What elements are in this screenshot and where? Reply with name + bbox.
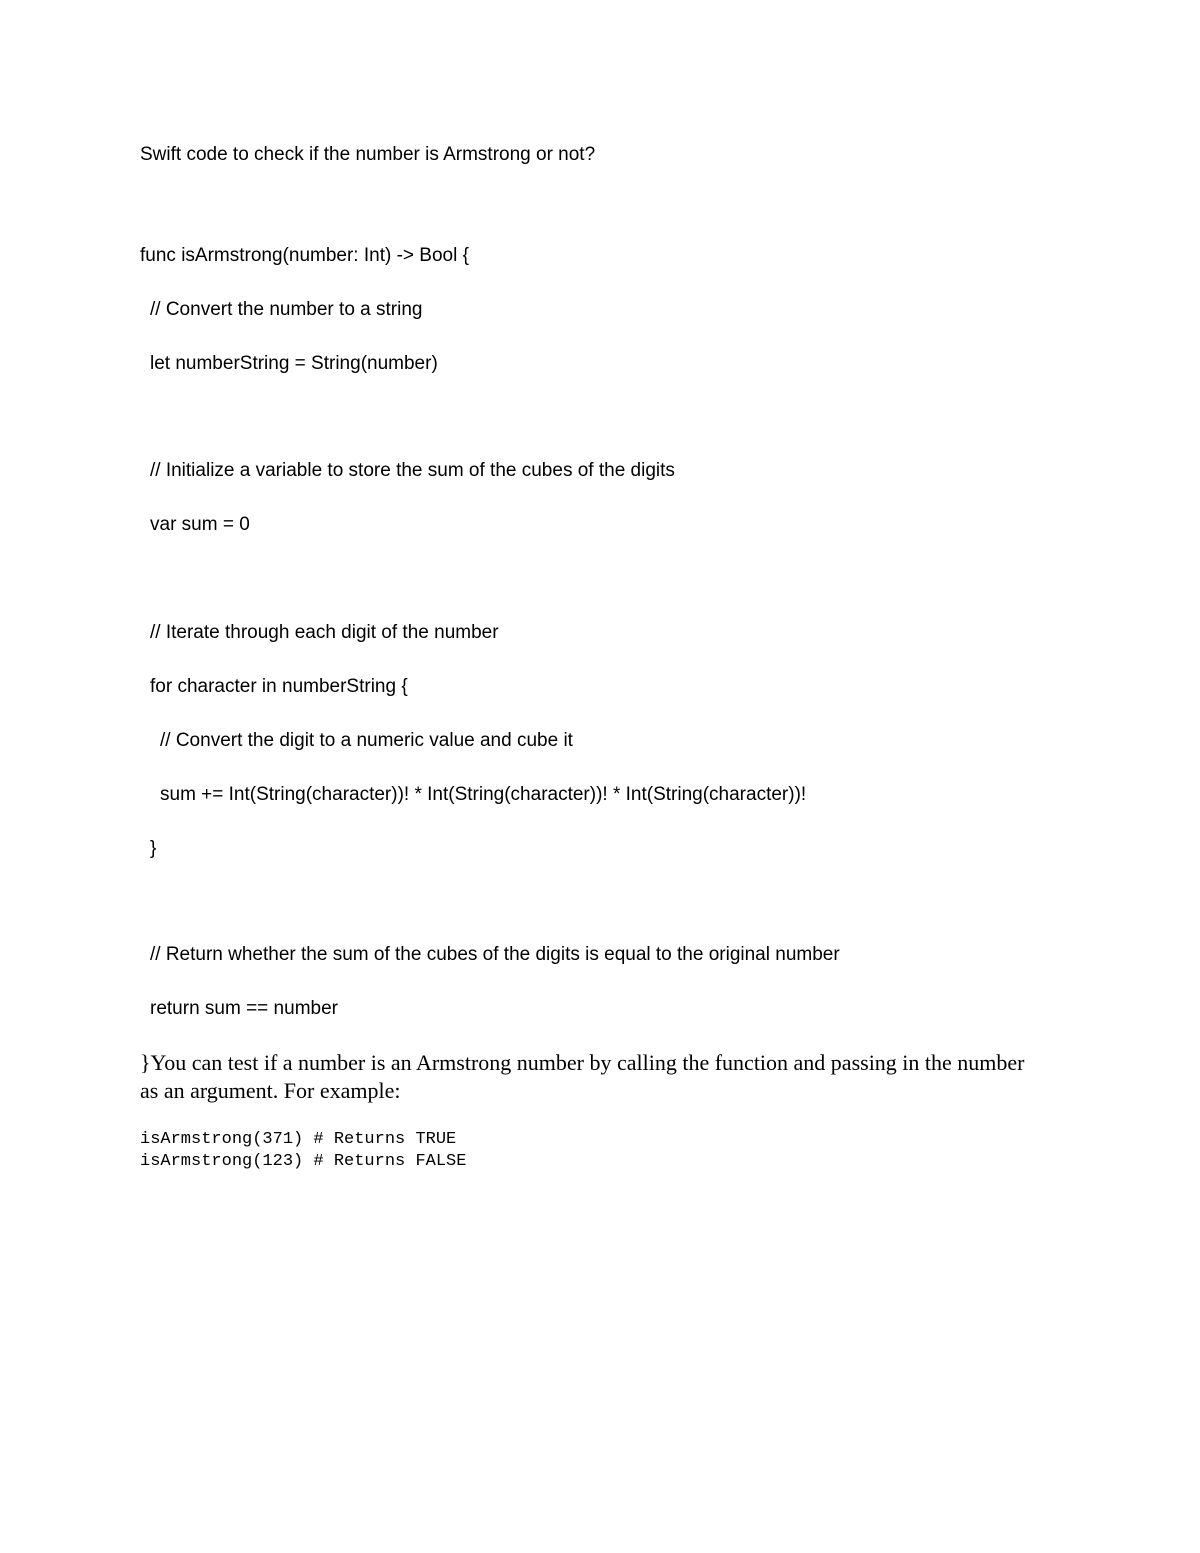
code-line-close-loop: } bbox=[150, 838, 157, 859]
code-line-comment-cube: // Convert the digit to a numeric value and cube it bbox=[160, 730, 573, 751]
code-line-func-signature: func isArmstrong(number: Int) -> Bool { bbox=[140, 245, 469, 266]
document-title: Swift code to check if the number is Armstrong or not? bbox=[140, 144, 596, 165]
code-line-comment-return: // Return whether the sum of the cubes of the digits is equal to the original number bbox=[150, 944, 840, 965]
example-line-false: isArmstrong(123) # Returns FALSE bbox=[140, 1152, 467, 1171]
example-line-true: isArmstrong(371) # Returns TRUE bbox=[140, 1130, 457, 1149]
code-line-number-string: let numberString = String(number) bbox=[150, 353, 438, 374]
code-line-for-loop: for character in numberString { bbox=[150, 676, 408, 697]
code-line-comment-convert: // Convert the number to a string bbox=[150, 299, 423, 320]
code-line-return: return sum == number bbox=[150, 998, 338, 1019]
code-line-sum-cubes: sum += Int(String(character))! * Int(String(character))! * Int(String(character))! bbox=[160, 784, 807, 805]
code-line-comment-iterate: // Iterate through each digit of the number bbox=[150, 622, 499, 643]
code-line-var-sum: var sum = 0 bbox=[150, 514, 250, 535]
code-line-comment-initialize: // Initialize a variable to store the sum of the cubes of the digits bbox=[150, 460, 675, 481]
explanation-paragraph: }You can test if a number is an Armstrong number by calling the function and passing in the number as an argument. For example: bbox=[140, 1050, 1025, 1103]
